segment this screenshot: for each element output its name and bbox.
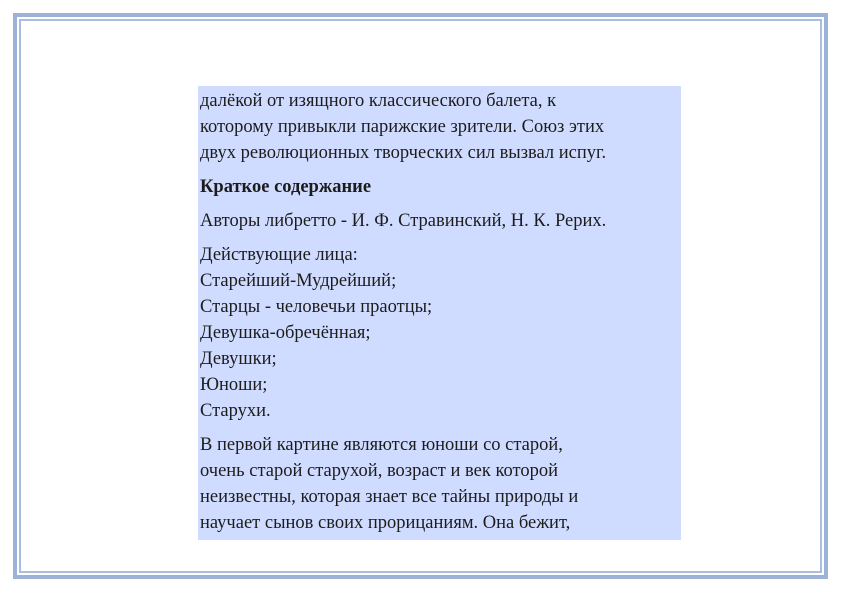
- character-item: Девушки;: [200, 349, 277, 369]
- authors-line: Авторы либретто - И. Ф. Стравинский, Н. К. Рерих.: [200, 211, 607, 231]
- character-item: Девушка-обречённая;: [200, 323, 371, 343]
- character-item: Старухи.: [200, 401, 271, 421]
- character-item: Старцы - человечьи праотцы;: [200, 297, 433, 317]
- story-paragraph: [200, 432, 681, 536]
- story-line: неизвестны, которая знает все тайны природы и: [200, 487, 579, 507]
- intro-line: далёкой от изящного классического балета, к: [200, 91, 557, 111]
- intro-line: которому привыкли парижские зрители. Союз этих: [200, 117, 605, 137]
- character-item: Юноши;: [200, 375, 268, 395]
- characters-list: [200, 242, 681, 424]
- text-box: [198, 86, 681, 540]
- character-item: Старейший-Мудрейший;: [200, 271, 397, 291]
- story-line: научает сынов своих прорицаниям. Она бежит,: [200, 513, 571, 533]
- section-heading: Краткое содержание: [200, 177, 372, 197]
- characters-title: Действующие лица:: [200, 245, 358, 265]
- story-line: очень старой старухой, возраст и век которой: [200, 461, 559, 481]
- story-line: В первой картине являются юноши со старой,: [200, 435, 563, 455]
- intro-paragraph: [200, 88, 681, 166]
- intro-line: двух революционных творческих сил вызвал испуг.: [200, 143, 607, 163]
